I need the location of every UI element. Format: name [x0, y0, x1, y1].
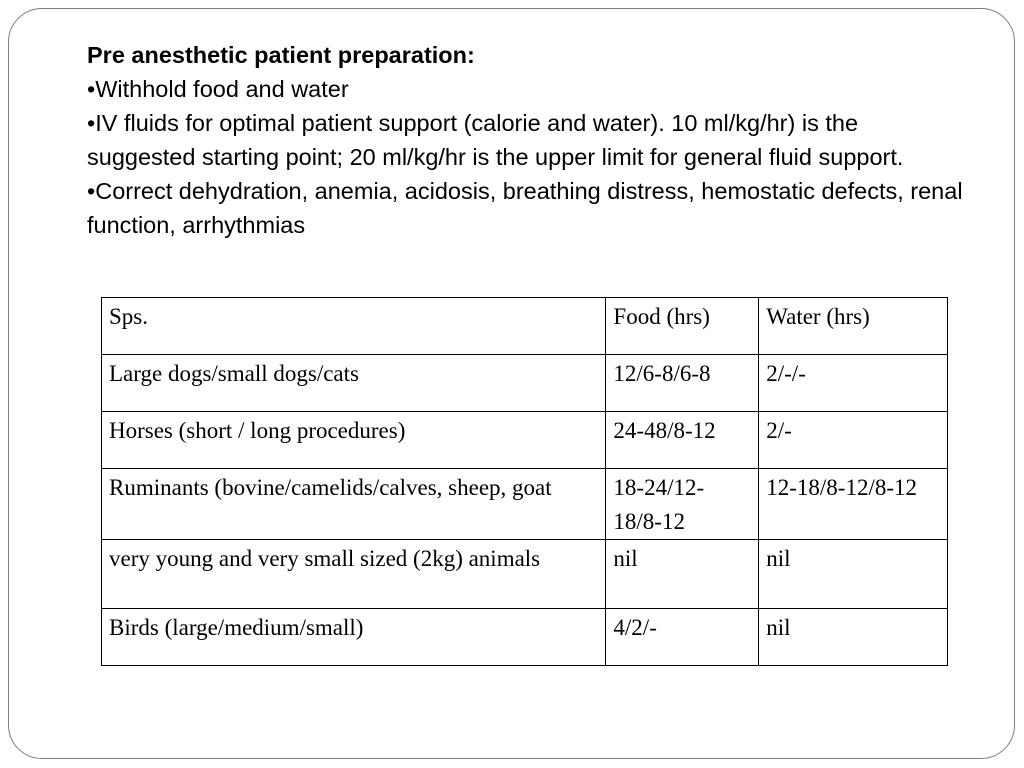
cell-food: 4/2/-	[606, 609, 759, 666]
cell-water: 12-18/8-12/8-12	[759, 469, 948, 540]
cell-food: nil	[606, 540, 759, 609]
slide-text	[87, 38, 967, 242]
cell-food: 18-24/12-18/8-12	[606, 469, 759, 540]
table-row	[102, 355, 948, 412]
cell-water: 2/-/-	[759, 355, 948, 412]
cell-species: Horses (short / long procedures)	[102, 412, 606, 469]
bullet-withhold-food: •Withhold food and water	[87, 76, 349, 102]
cell-food: 24-48/8-12	[606, 412, 759, 469]
slide-heading: Pre anesthetic patient preparation:	[87, 42, 475, 68]
cell-water: nil	[759, 609, 948, 666]
table-header-row	[102, 298, 948, 355]
table-row	[102, 540, 948, 609]
fasting-table	[101, 297, 948, 666]
cell-species: Large dogs/small dogs/cats	[102, 355, 606, 412]
table-row	[102, 609, 948, 666]
table-row	[102, 412, 948, 469]
header-food: Food (hrs)	[606, 298, 759, 355]
header-species: Sps.	[102, 298, 606, 355]
cell-food: 12/6-8/6-8	[606, 355, 759, 412]
table-row	[102, 469, 948, 540]
bullet-iv-fluids: •IV fluids for optimal patient support (calorie and water). 10 ml/kg/hr) is the suggested starting point; 20 ml/kg/hr is the upper limit for general fluid support.	[87, 110, 904, 170]
header-water: Water (hrs)	[759, 298, 948, 355]
cell-water: 2/-	[759, 412, 948, 469]
bullet-correct-conditions: •Correct dehydration, anemia, acidosis, breathing distress, hemostatic defects, renal function, arrhythmias	[87, 178, 963, 238]
cell-water: nil	[759, 540, 948, 609]
cell-species: Ruminants (bovine/camelids/calves, sheep, goat	[102, 469, 606, 540]
cell-species: Birds (large/medium/small)	[102, 609, 606, 666]
cell-species: very young and very small sized (2kg) animals	[102, 540, 606, 609]
